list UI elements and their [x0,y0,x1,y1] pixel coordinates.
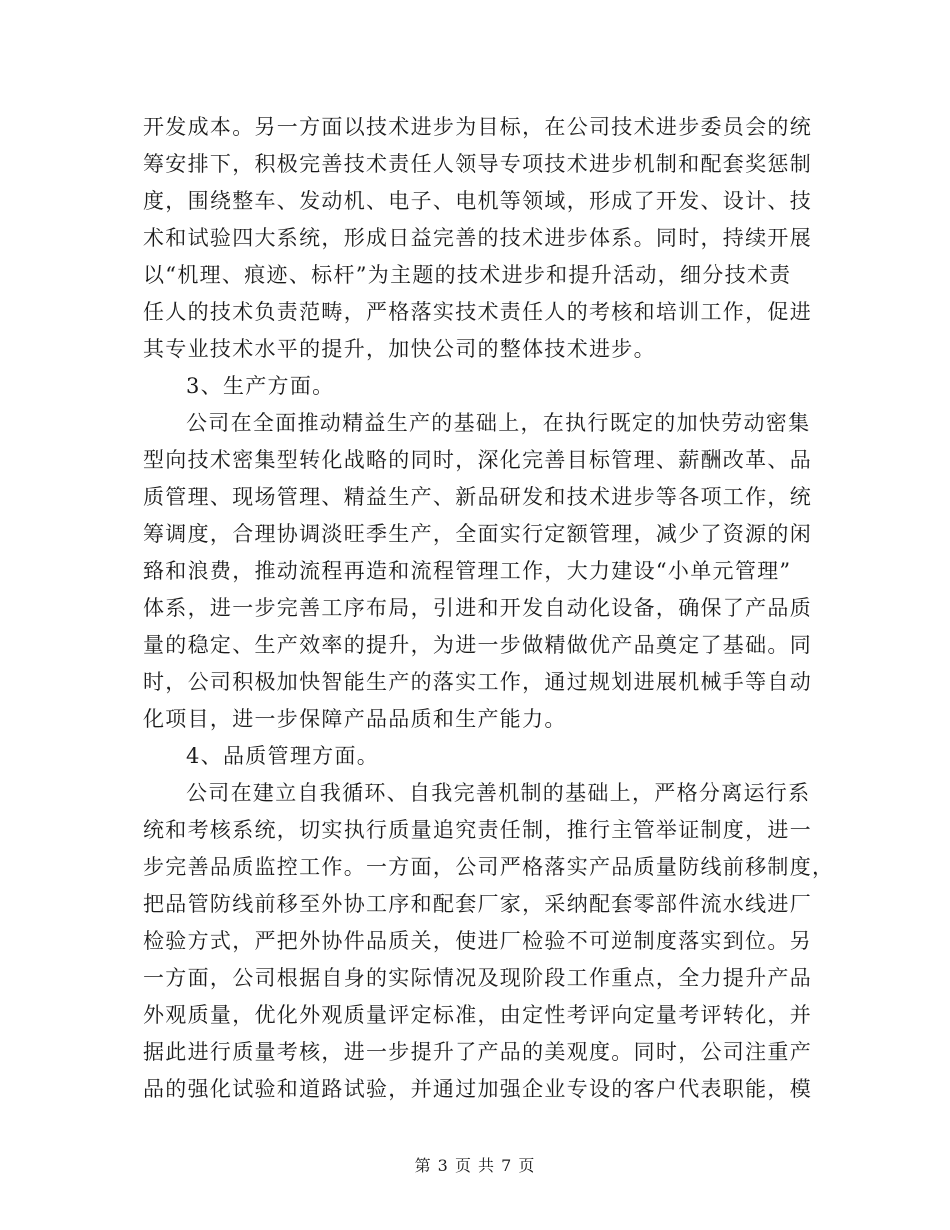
body-text-line: 把品管防线前移至外协工序和配套厂家，采纳配套零部件流水线进厂 [143,892,812,916]
body-text-line: 据此进行质量考核，进一步提升了产品的美观度。同时，公司注重产 [143,1040,812,1064]
body-text-line: 体系，进一步完善工序布局，引进和开发自动化设备，确保了产品质 [143,596,812,620]
body-text-line: 度，围绕整车、发动机、电子、电机等领域，形成了开发、设计、技 [143,189,812,213]
paragraph-first-line: 公司在建立自我循环、自我完善机制的基础上，严格分离运行系 [186,781,811,805]
body-text-line: 化项目，进一步保障产品品质和生产能力。 [143,707,567,731]
body-text-line: 筹安排下，积极完善技术责任人领导专项技术进步机制和配套奖惩制 [143,152,812,176]
body-text-line: 检验方式，严把外协件品质关，使进厂检验不可逆制度落实到位。另 [143,929,812,953]
body-text-line: 质管理、现场管理、精益生产、新品研发和技术进步等各项工作，统 [143,485,812,509]
page-number-footer: 第 3 页 共 7 页 [414,1156,536,1175]
body-text-line: 外观质量，优化外观质量评定标准，由定性考评向定量考评转化，并 [143,1003,812,1027]
body-text-line: 品的强化试验和道路试验，并通过加强企业专设的客户代表职能，模 [143,1077,812,1101]
body-text-line: 步完善品质监控工作。一方面，公司严格落实产品质量防线前移制度， [143,855,835,879]
body-text-line: 筹调度，合理协调淡旺季生产，全面实行定额管理，减少了资源的闲 [143,522,812,546]
section-heading: 4、品质管理方面。 [186,744,380,768]
paragraph-first-line: 公司在全面推动精益生产的基础上，在执行既定的加快劳动密集 [186,411,811,435]
body-text-line: 以“机理、痕迹、标杆”为主题的技术进步和提升活动，细分技术责 [143,263,792,287]
body-text-line: 量的稳定、生产效率的提升，为进一步做精做优产品奠定了基础。同 [143,633,812,657]
body-text-line: 一方面，公司根据自身的实际情况及现阶段工作重点，全力提升产品 [143,966,812,990]
body-text-line: 时，公司积极加快智能生产的落实工作，通过规划进展机械手等自动 [143,670,812,694]
body-text-line: 术和试验四大系统，形成日益完善的技术进步体系。同时，持续开展 [143,226,812,250]
body-text-line: 开发成本。另一方面以技术进步为目标，在公司技术进步委员会的统 [143,115,812,139]
body-text-line: 其专业技术水平的提升，加快公司的整体技术进步。 [143,337,656,361]
body-text-line: 臵和浪费，推动流程再造和流程管理工作，大力建设“小单元管理” [143,559,792,583]
body-text-line: 型向技术密集型转化战略的同时，深化完善目标管理、薪酬改革、品 [143,448,812,472]
section-heading: 3、生产方面。 [186,374,335,398]
body-text-line: 统和考核系统，切实执行质量追究责任制，推行主管举证制度，进一 [143,818,812,842]
body-text-line: 任人的技术负责范畴，严格落实技术责任人的考核和培训工作，促进 [143,300,812,324]
